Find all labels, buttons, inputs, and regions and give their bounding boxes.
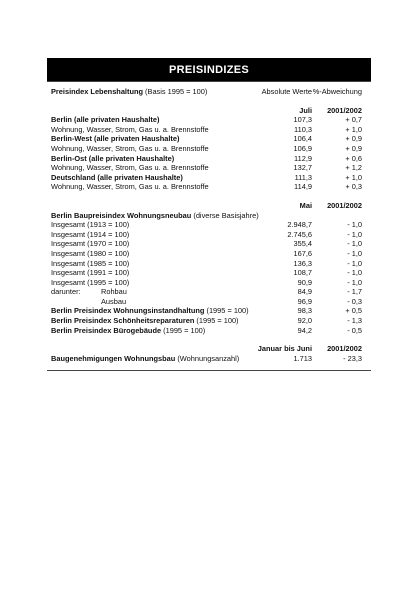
- section2-period: Mai 2001/2002: [299, 200, 362, 210]
- table-row: Wohnung, Wasser, Strom, Gas u. a. Brennstoffe 106,9 + 0,9: [51, 143, 362, 153]
- table-row: Deutschland (alle privaten Haushalte) 111,3 + 1,0: [51, 172, 362, 182]
- table-row: Wohnung, Wasser, Strom, Gas u. a. Brennstoffe 132,7 + 1,2: [51, 163, 362, 173]
- table-row: Wohnung, Wasser, Strom, Gas u. a. Brennstoffe 110,3 + 1,0: [51, 124, 362, 134]
- page-banner: [47, 58, 371, 81]
- section2-heading: Berlin Baupreisindex Wohnungsneubau (diverse Basisjahre): [51, 210, 259, 220]
- table-row: Insgesamt (1991 = 100) 108,7 - 1,0: [51, 268, 362, 278]
- page-title: PREISINDIZES: [168, 63, 249, 76]
- darunter-label: darunter:: [51, 287, 81, 297]
- section1-period: Juli 2001/2002: [299, 105, 362, 115]
- table-row: Berlin (alle privaten Haushalte) 107,3 + 0,7: [51, 115, 362, 125]
- table-row: Insgesamt (1970 = 100) 355,4 - 1,0: [51, 239, 362, 249]
- header-col-deviation: %-Abweichung: [312, 87, 362, 96]
- table-row: Berlin-Ost (alle privaten Haushalte) 112,9 + 0,6: [51, 153, 362, 163]
- table-row: Baugenehmigungen Wohnungsbau (Wohnungsanzahl) 1.713 - 23,3: [51, 353, 362, 363]
- table-row: Insgesamt (1980 = 100) 167,6 - 1,0: [51, 248, 362, 258]
- section3-period: Januar bis Juni 2001/2002: [257, 344, 362, 354]
- top-divider: [47, 81, 371, 82]
- bottom-divider: [47, 370, 371, 371]
- table-row: Insgesamt (1995 = 100) 90,9 - 1,0: [51, 277, 362, 287]
- table-row: Berlin Preisindex Wohnungsinstandhaltung (1995 = 100) 98,3 + 0,5: [51, 306, 362, 316]
- header-label: Preisindex Lebenshaltung (Basis 1995 = 100): [51, 87, 208, 96]
- table-header: [51, 87, 368, 97]
- table-row: darunter: Rohbau 84,9 - 1,7: [51, 287, 362, 297]
- table-row: Insgesamt (1985 = 100) 136,3 - 1,0: [51, 258, 362, 268]
- index-table: [51, 87, 368, 363]
- table-row: Insgesamt (1914 = 100) 2.745,6 - 1,0: [51, 229, 362, 239]
- table-row: Berlin Preisindex Schönheitsreparaturen (1995 = 100) 92,0 - 1,3: [51, 316, 362, 326]
- table-row: Insgesamt (1913 = 100) 2.948,7 - 1,0: [51, 220, 362, 230]
- header-col-absolute: Absolute Werte: [261, 87, 312, 96]
- table-row: Wohnung, Wasser, Strom, Gas u. a. Brennstoffe 114,9 + 0,3: [51, 182, 362, 192]
- table-row: Ausbau 96,9 - 0,3: [101, 296, 362, 306]
- table-row: Berlin Preisindex Bürogebäude (1995 = 100) 94,2 - 0,5: [51, 325, 362, 335]
- table-row: Berlin-West (alle privaten Haushalte) 106,4 + 0,9: [51, 134, 362, 144]
